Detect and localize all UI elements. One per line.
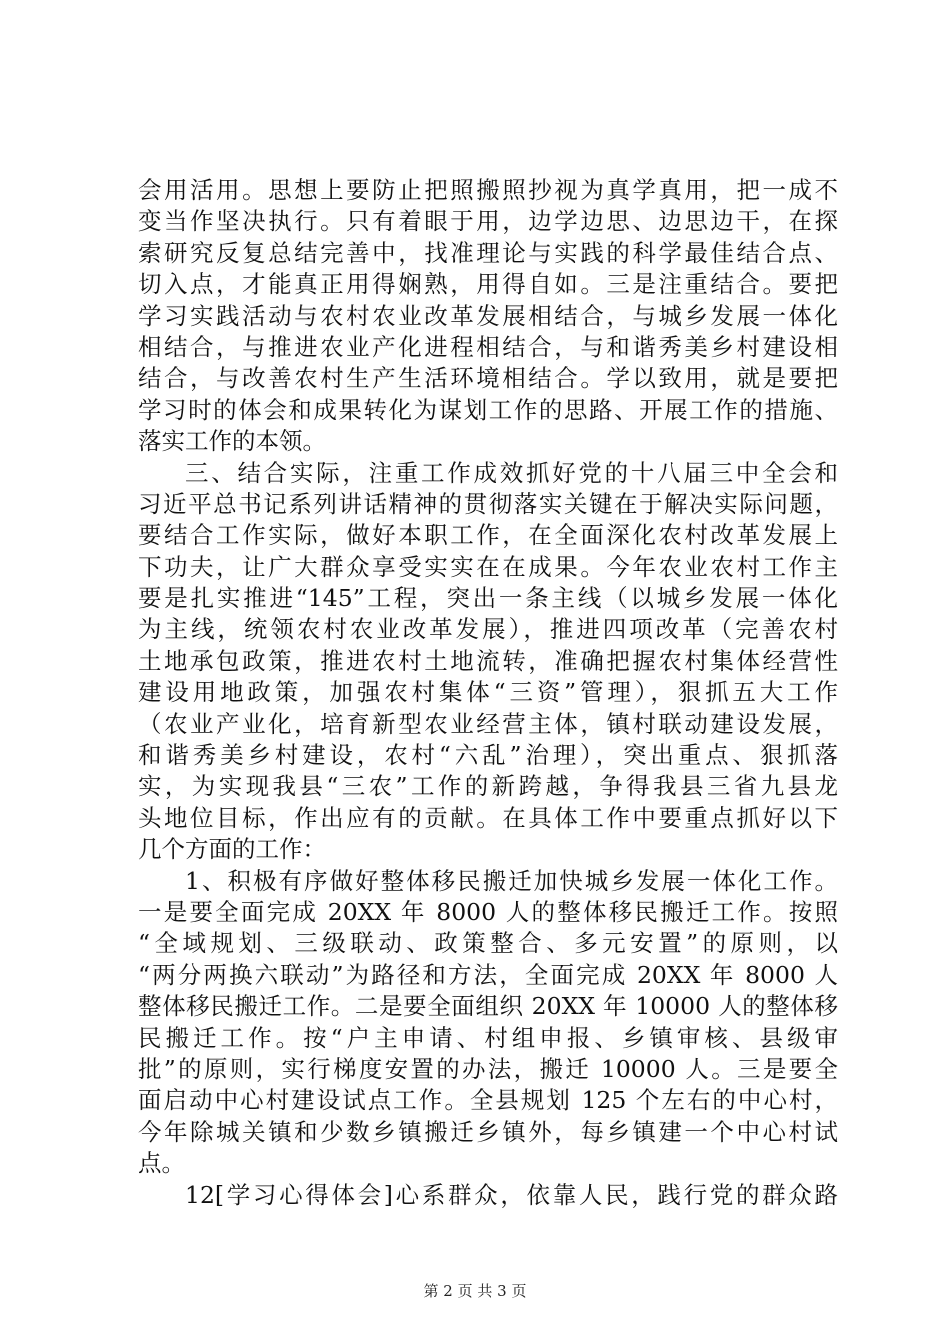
page-footer: 第 2 页 共 3 页 — [423, 1282, 527, 1300]
document-body — [138, 175, 838, 1211]
text-line: 整体移民搬迁工作。二是要全面组织 20XX 年 10000 人的整体移 — [138, 992, 838, 1021]
text-line: 结合，与改善农村生产生活环境相结合。学以致用，就是要把 — [138, 364, 838, 393]
text-line: 和谐秀美乡村建设，农村“六乱”治理），突出重点、狠抓落 — [138, 741, 838, 770]
text-line: 要是扎实推进“145”工程，突出一条主线（以城乡发展一体化 — [138, 584, 838, 613]
text-line: 实，为实现我县“三农”工作的新跨越，争得我县三省九县龙 — [138, 772, 838, 801]
text-line: 为主线，统领农村农业改革发展），推进四项改革（完善农村 — [138, 615, 838, 644]
text-line: 切入点，才能真正用得娴熟，用得自如。三是注重结合。要把 — [138, 270, 838, 299]
text-line: 批”的原则，实行梯度安置的办法，搬迁 10000 人。三是要全 — [138, 1054, 838, 1083]
text-line: 建设用地政策，加强农村集体“三资”管理），狠抓五大工作 — [138, 678, 838, 707]
text-line: 学习实践活动与农村农业改革发展相结合，与城乡发展一体化 — [138, 301, 838, 330]
text-line: 面启动中心村建设试点工作。全县规划 125 个左右的中心村， — [138, 1086, 838, 1115]
text-line: 要结合工作实际，做好本职工作，在全面深化农村改革发展上 — [138, 521, 838, 550]
text-line: “两分两换六联动”为路径和方法，全面完成 20XX 年 8000 人 — [138, 960, 838, 989]
text-line: 习近平总书记系列讲话精神的贯彻落实关键在于解决实际问题， — [138, 489, 838, 518]
text-line: 落实工作的本领。 — [138, 427, 326, 456]
text-line: 头地位目标，作出应有的贡献。在具体工作中要重点抓好以下 — [138, 803, 838, 832]
text-line: 12[学习心得体会]心系群众，依靠人民，践行党的群众路 — [185, 1180, 838, 1209]
text-line: 三、结合实际，注重工作成效抓好党的十八届三中全会和 — [185, 458, 838, 487]
text-line: 变当作坚决执行。只有着眼于用，边学边思、边思边干，在探 — [138, 207, 838, 236]
text-line: 今年除城关镇和少数乡镇搬迁乡镇外，每乡镇建一个中心村试 — [138, 1117, 838, 1146]
text-line: 一是要全面完成 20XX 年 8000 人的整体移民搬迁工作。按照 — [138, 897, 838, 926]
text-line: 学习时的体会和成果转化为谋划工作的思路、开展工作的措施、 — [138, 395, 838, 424]
text-line: 相结合，与推进农业产化进程相结合，与和谐秀美乡村建设相 — [138, 332, 838, 361]
text-line: 土地承包政策，推进农村土地流转，准确把握农村集体经营性 — [138, 646, 838, 675]
text-line: 会用活用。思想上要防止把照搬照抄视为真学真用，把一成不 — [138, 176, 838, 204]
text-line: 1、积极有序做好整体移民搬迁加快城乡发展一体化工作。 — [185, 866, 838, 895]
text-line: 点。 — [138, 1149, 185, 1178]
text-line: “全域规划、三级联动、政策整合、多元安置”的原则，以 — [138, 929, 838, 958]
text-line: 索研究反复总结完善中，找准理论与实践的科学最佳结合点、 — [138, 238, 838, 267]
text-line: 几个方面的工作： — [138, 835, 326, 864]
text-line: （农业产业化，培育新型农业经营主体，镇村联动建设发展， — [138, 709, 838, 738]
text-line: 民搬迁工作。按“户主申请、村组申报、乡镇审核、县级审 — [138, 1023, 838, 1052]
text-line: 下功夫，让广大群众享受实实在在成果。今年农业农村工作主 — [138, 552, 838, 581]
